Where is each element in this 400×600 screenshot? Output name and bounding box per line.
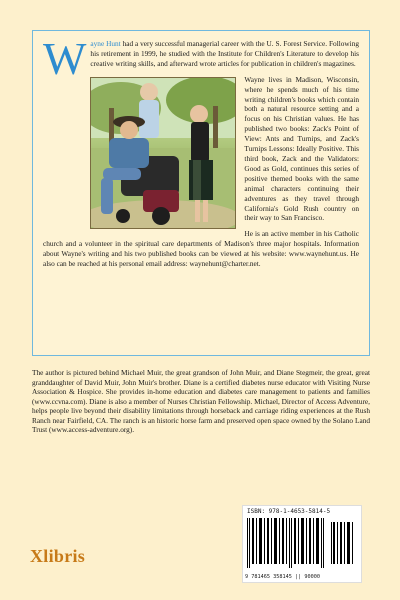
bio-paragraph-2-text: Wayne lives in Madison, Wisconsin, where he spends much of his time writing children's books which contain both a natural resource setting and a focus on his Christian values. He has published two books: Zack's Point of View: Ants and Turnips, and Zack's Turnips Lessons: Ideally Positive. This third book, Zack and the Validators: Good as Gold, continues this series of positive themed books with the same animal characters continuing their adventures as they travel through California's Gold Rush country on their way to San Francisco.: [244, 74, 359, 223]
author-bio-text: [43, 33, 359, 275]
barcode-digits: 9 781465 358145 || 90000: [245, 574, 320, 580]
author-name: ayne Hunt: [90, 39, 121, 48]
author-bio-box: [32, 30, 370, 356]
photo-float: [90, 77, 236, 229]
isbn-label: ISBN: 978-1-4653-5814-5: [247, 508, 331, 515]
drop-cap: W: [43, 33, 87, 84]
photo-caption: The author is pictured behind Michael Muir, the great grandson of John Muir, and Diane Stegmeir, the great, great granddaughter of David Muir, John Muir's brother. Diane is a certified diabetes nurse educator with Visiting Nurse Association & Hospice. She provides in-home education and diabetes care management to patients and families (www.ccvna.com). Diane is also a member of Nurses Christian Fellowship. Michael, Director of Access Adventure, helps people live beyond their disability limitations through horseback and carriage riding experiences at the Rush Ranch near Fairfield, CA. The ranch is an historic horse farm and preserved open space owned by the Solano Land Trust (www.access-adventure.org).: [32, 368, 370, 434]
author-photo: [90, 77, 236, 229]
publisher-logo: Xlibris: [30, 546, 86, 566]
bio-paragraph-2: [43, 75, 359, 224]
author-photo-illustration: [91, 78, 236, 229]
bio-paragraph-1-text: had a very successful managerial career with the U. S. Forest Service. Following his retirement in 1999, he studied with the Institute for Children's Literature to develop his creative writing skills, and afterward wrote articles for publication in children's magazines.: [90, 39, 359, 68]
isbn-barcode: [242, 505, 362, 583]
barcode-bars: [247, 518, 357, 568]
bio-paragraph-3: He is an active member in his Catholic church and a volunteer in the spiritual care departments of Madison's three major hospitals. Information about Wayne's writing and his two published books can be viewed at his website: www.waynehunt.us. He also can be reached at his personal email address: waynehunt@charter.net.: [43, 229, 359, 269]
bio-paragraph-1: [43, 33, 359, 84]
